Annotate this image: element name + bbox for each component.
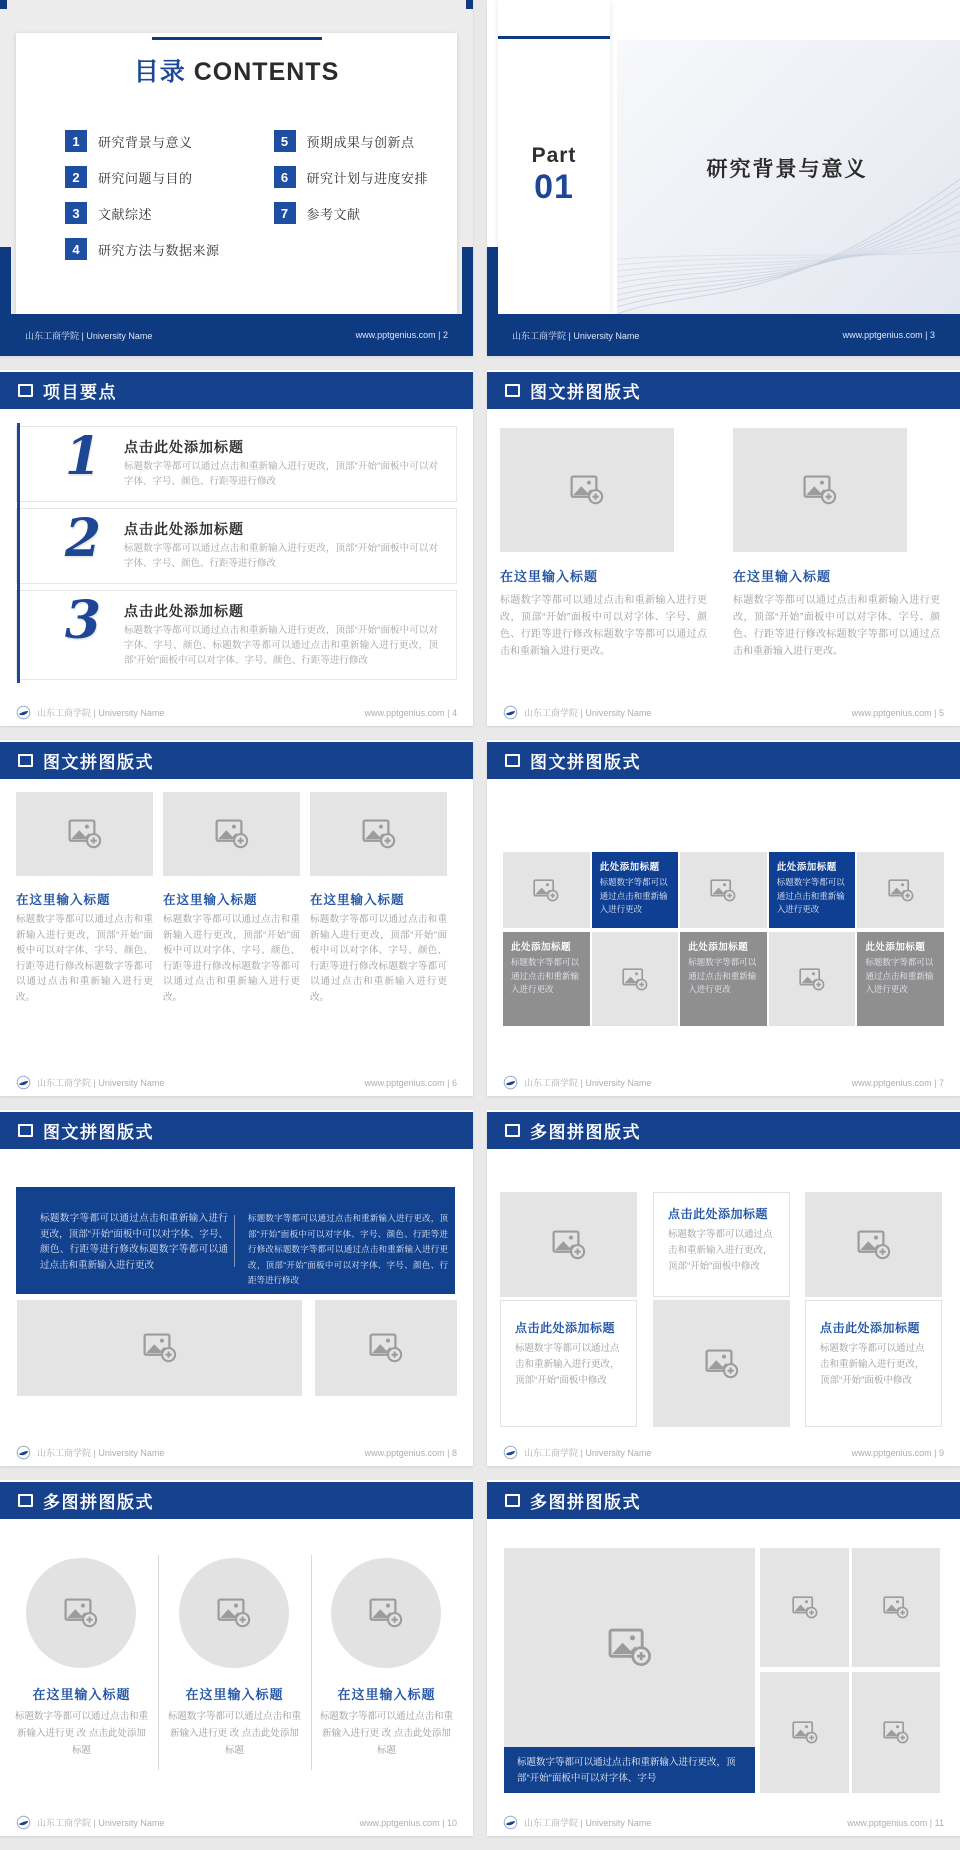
slide-keypoints bbox=[0, 370, 473, 726]
image-placeholder-icon bbox=[883, 1596, 909, 1619]
footer-university: 山东工商学院 | University Name bbox=[37, 1078, 165, 1088]
slide-header-bar bbox=[487, 742, 960, 779]
image-placeholder bbox=[17, 1300, 302, 1396]
text-panel bbox=[16, 1187, 455, 1294]
square-bullet-icon bbox=[505, 384, 520, 397]
image-caption: 标题数字等都可以通过点击和重新输入进行更改，顶部“开始”面板中可以对字体、字号 bbox=[504, 1747, 755, 1793]
keypoint-number: 2 bbox=[64, 508, 102, 569]
slide-header-title: 多图拼图版式 bbox=[43, 1493, 154, 1512]
footer-university: 山东工商学院 | University Name bbox=[524, 708, 652, 718]
slide-header-title: 图文拼图版式 bbox=[43, 753, 154, 772]
side-accent-bar bbox=[487, 247, 498, 314]
square-bullet-icon bbox=[18, 1494, 33, 1507]
image-placeholder bbox=[760, 1672, 849, 1793]
slide-part bbox=[487, 0, 960, 356]
toc-number-badge: 5 bbox=[274, 130, 296, 152]
card-body: 标题数字等都可以通过点击和重新输入进行更改，顶部“开始”面板中修改 bbox=[820, 1343, 925, 1386]
part-kicker: Part bbox=[531, 144, 577, 167]
part-number-strip bbox=[498, 0, 610, 314]
mosaic-text-box bbox=[592, 852, 679, 928]
toc-item: 5 预期成果与创新点 bbox=[274, 130, 429, 152]
footer-university: 山东工商学院 | University Name bbox=[37, 708, 165, 718]
slide-pic3col bbox=[0, 740, 473, 1096]
slide-header-title: 多图拼图版式 bbox=[530, 1493, 641, 1512]
image-placeholder-icon bbox=[705, 1349, 739, 1379]
image-placeholder bbox=[769, 932, 856, 1026]
slide-header-bar bbox=[487, 1112, 960, 1149]
column-body: 标题数字等都可以通过点击和重新输入进行更改，顶部“开始”面板中可以对字体、字号、颜色、行距等进行修改标题数字等都可以通过点击和重新输入进行更改。 bbox=[733, 595, 940, 657]
box-body: 标题数字等都可以通过点击和重新输入进行更改 bbox=[776, 877, 845, 914]
school-logo-icon bbox=[503, 705, 518, 720]
column-body: 标题数字等都可以通过点击和重新输入进行更 改 点击此处添加标题 bbox=[319, 1711, 453, 1756]
toc-number-badge: 3 bbox=[65, 202, 87, 224]
slide-header-bar bbox=[0, 1112, 473, 1149]
footer-site-page: www.pptgenius.com | 11 bbox=[847, 1817, 944, 1828]
image-placeholder bbox=[852, 1672, 940, 1793]
column-title: 在这里输入标题 bbox=[337, 1687, 436, 1702]
image-placeholder-circle bbox=[179, 1558, 289, 1668]
toc-item: 1 研究背景与意义 bbox=[65, 130, 220, 152]
slide-header-title: 图文拼图版式 bbox=[43, 1123, 154, 1142]
keypoint-item bbox=[16, 508, 457, 584]
image-placeholder bbox=[500, 1192, 637, 1297]
image-placeholder bbox=[733, 428, 907, 552]
toc-title-zh: 目录 bbox=[133, 58, 186, 86]
item-accent-line bbox=[17, 423, 20, 505]
item-accent-line bbox=[17, 587, 20, 683]
slide-pic2col bbox=[487, 370, 960, 726]
image-placeholder-icon bbox=[799, 968, 825, 991]
image-placeholder-icon bbox=[68, 819, 102, 849]
slide-toc bbox=[0, 0, 473, 356]
square-bullet-icon bbox=[505, 1124, 520, 1137]
keypoint-title: 点击此处添加标题 bbox=[124, 603, 244, 619]
image-placeholder bbox=[310, 792, 447, 876]
part-number: 01 bbox=[534, 168, 574, 206]
image-placeholder-icon bbox=[217, 1598, 251, 1628]
image-placeholder bbox=[500, 428, 674, 552]
image-placeholder-icon bbox=[570, 475, 604, 505]
toc-number-badge: 1 bbox=[65, 130, 87, 152]
footer-site-page: www.pptgenius.com | 6 bbox=[364, 1077, 457, 1088]
image-placeholder bbox=[857, 852, 944, 928]
column-body: 标题数字等都可以通过点击和重新输入进行更改，顶部“开始”面板中可以对字体、字号、颜色、行距等进行修改标题数字等都可以通过点击和重新输入进行更改。 bbox=[500, 595, 707, 657]
image-placeholder bbox=[805, 1192, 942, 1297]
school-logo-icon bbox=[503, 1075, 518, 1090]
image-placeholder-icon bbox=[369, 1598, 403, 1628]
box-body: 标题数字等都可以通过点击和重新输入进行更改 bbox=[688, 957, 757, 994]
slide-header-bar bbox=[487, 1482, 960, 1519]
mosaic-text-box bbox=[769, 852, 856, 928]
box-body: 标题数字等都可以通过点击和重新输入进行更改 bbox=[511, 957, 580, 994]
box-title: 此处添加标题 bbox=[599, 862, 660, 873]
footer-site-page: www.pptgenius.com | 5 bbox=[851, 707, 944, 718]
strip-accent-line bbox=[498, 36, 610, 39]
slide-footer bbox=[16, 704, 457, 721]
image-placeholder-icon bbox=[803, 475, 837, 505]
image-placeholder-icon bbox=[369, 1333, 403, 1363]
box-title: 此处添加标题 bbox=[776, 862, 837, 873]
card-body: 标题数字等都可以通过点击和重新输入进行更改，顶部“开始”面板中修改 bbox=[668, 1229, 773, 1272]
footer-university: 山东工商学院 | University Name bbox=[524, 1078, 652, 1088]
slide-header-bar bbox=[0, 742, 473, 779]
mosaic-row bbox=[503, 852, 944, 928]
box-title: 此处添加标题 bbox=[511, 942, 572, 953]
title-accent-line bbox=[152, 37, 322, 40]
side-accent-bar bbox=[0, 247, 11, 314]
square-bullet-icon bbox=[18, 754, 33, 767]
keypoint-title: 点击此处添加标题 bbox=[124, 521, 244, 537]
box-body: 标题数字等都可以通过点击和重新输入进行更改 bbox=[865, 957, 934, 994]
image-placeholder-icon bbox=[883, 1721, 909, 1744]
card-title: 点击此处添加标题 bbox=[515, 1321, 616, 1335]
toc-number-badge: 4 bbox=[65, 238, 87, 260]
column-title: 在这里输入标题 bbox=[32, 1687, 131, 1702]
toc-number-badge: 2 bbox=[65, 166, 87, 188]
slide-circles bbox=[0, 1480, 473, 1836]
panel-text-right: 标题数字等都可以通过点击和重新输入进行更改，顶部“开始”面板中可以对字体、字号、颜色、行距等进行修改标题数字等都可以通过点击和重新输入进行更改，顶部“开始”面板中可以对字体、字号、颜色、行距等进行修改 bbox=[248, 1213, 448, 1285]
wave-decoration bbox=[617, 179, 960, 314]
toc-number-badge: 6 bbox=[274, 166, 296, 188]
square-bullet-icon bbox=[505, 754, 520, 767]
slide-biggrid bbox=[487, 1480, 960, 1836]
card-title: 点击此处添加标题 bbox=[820, 1321, 921, 1335]
corner-accent bbox=[0, 0, 7, 9]
image-placeholder-icon bbox=[533, 879, 559, 902]
card-title: 点击此处添加标题 bbox=[668, 1207, 769, 1221]
footer-university: 山东工商学院 | University Name bbox=[524, 1818, 652, 1828]
column-title: 在这里输入标题 bbox=[500, 569, 599, 584]
slide-header-title: 图文拼图版式 bbox=[530, 383, 641, 402]
slide-header-title: 多图拼图版式 bbox=[530, 1123, 641, 1142]
image-placeholder-icon bbox=[64, 1598, 98, 1628]
image-placeholder bbox=[653, 1300, 790, 1427]
card-body: 标题数字等都可以通过点击和重新输入进行更改，顶部“开始”面板中修改 bbox=[515, 1343, 620, 1386]
slide-header-title: 项目要点 bbox=[43, 383, 117, 402]
image-placeholder-icon bbox=[215, 819, 249, 849]
text-card bbox=[500, 1300, 637, 1427]
slide-footer bbox=[503, 1444, 944, 1461]
image-placeholder-circle bbox=[26, 1558, 136, 1668]
column-body: 标题数字等都可以通过点击和重新输入进行更 改 点击此处添加标题 bbox=[167, 1711, 301, 1756]
slide-bluepanel bbox=[0, 1110, 473, 1466]
image-placeholder-icon bbox=[857, 1230, 891, 1260]
school-logo-icon bbox=[16, 1815, 31, 1830]
column-title: 在这里输入标题 bbox=[733, 569, 832, 584]
page-title bbox=[16, 52, 457, 88]
keypoint-number: 3 bbox=[64, 590, 102, 651]
image-placeholder-circle bbox=[331, 1558, 441, 1668]
section-title-panel bbox=[617, 40, 960, 314]
column-divider bbox=[311, 1555, 312, 1770]
school-logo-icon bbox=[503, 1815, 518, 1830]
toc-item: 6 研究计划与进度安排 bbox=[274, 166, 429, 188]
toc-item: 3 文献综述 bbox=[65, 202, 220, 224]
column-title: 在这里输入标题 bbox=[310, 893, 405, 907]
mosaic-text-box bbox=[503, 932, 590, 1026]
mosaic-row bbox=[503, 932, 944, 1026]
box-body: 标题数字等都可以通过点击和重新输入进行更改 bbox=[599, 877, 668, 914]
image-placeholder bbox=[852, 1548, 940, 1667]
panel-text-left: 标题数字等都可以通过点击和重新输入进行更改，顶部“开始”面板中可以对字体、字号、颜色、行距等进行修改标题数字等都可以通过点击和重新输入进行更改 bbox=[40, 1213, 228, 1271]
toc-title-en: CONTENTS bbox=[193, 58, 340, 86]
school-logo-icon bbox=[16, 1445, 31, 1460]
text-card bbox=[805, 1300, 942, 1427]
slide-footer bbox=[487, 314, 960, 356]
column-title: 在这里输入标题 bbox=[16, 893, 111, 907]
image-placeholder-icon bbox=[362, 819, 396, 849]
slide-footer bbox=[503, 704, 944, 721]
slide-checkerboard bbox=[487, 1110, 960, 1466]
footer-university: 山东工商学院 | University Name bbox=[512, 330, 640, 341]
image-placeholder-icon bbox=[792, 1721, 818, 1744]
keypoint-body: 标题数字等都可以通过点击和重新输入进行更改，顶部“开始”面板中可以对字体、字号、颜色、行距等进行修改 bbox=[124, 543, 438, 569]
column-title: 在这里输入标题 bbox=[163, 893, 258, 907]
square-bullet-icon bbox=[18, 1124, 33, 1137]
column-divider bbox=[158, 1555, 159, 1770]
image-placeholder bbox=[315, 1300, 457, 1396]
footer-site-page: www.pptgenius.com | 10 bbox=[359, 1817, 457, 1828]
keypoint-title: 点击此处添加标题 bbox=[124, 439, 244, 455]
side-accent-bar bbox=[462, 247, 473, 314]
image-placeholder-icon bbox=[552, 1230, 586, 1260]
footer-university: 山东工商学院 | University Name bbox=[524, 1448, 652, 1458]
panel-divider bbox=[234, 1215, 235, 1267]
image-placeholder-icon bbox=[710, 879, 736, 902]
slide-header-title: 图文拼图版式 bbox=[530, 753, 641, 772]
toc-number-badge: 7 bbox=[274, 202, 296, 224]
image-placeholder-icon bbox=[143, 1333, 177, 1363]
footer-site-page: www.pptgenius.com | 2 bbox=[355, 330, 448, 340]
footer-site-page: www.pptgenius.com | 9 bbox=[851, 1447, 944, 1458]
image-placeholder bbox=[163, 792, 300, 876]
image-placeholder-icon bbox=[608, 1628, 652, 1667]
column-body: 标题数字等都可以通过点击和重新输入进行更改，顶部“开始”面板中可以对字体、字号、颜色、行距等进行修改标题数字等都可以通过点击和重新输入进行更改。 bbox=[16, 914, 153, 1003]
toc-item: 2 研究问题与目的 bbox=[65, 166, 220, 188]
footer-university: 山东工商学院 | University Name bbox=[37, 1448, 165, 1458]
keypoint-body: 标题数字等都可以通过点击和重新输入进行更改，顶部“开始”面板中可以对字体、字号、颜色、行距等进行修改 bbox=[124, 461, 438, 487]
keypoint-body: 标题数字等都可以通过点击和重新输入进行更改，顶部“开始”面板中可以对字体、字号、颜色、标题数字等都可以通过点击和重新输入进行更改，顶部“开始”面板中可以对字体、字号、颜色、行距等进行修改 bbox=[124, 625, 438, 666]
item-accent-line bbox=[17, 505, 20, 587]
footer-university: 山东工商学院 | University Name bbox=[37, 1818, 165, 1828]
footer-site-page: www.pptgenius.com | 4 bbox=[364, 707, 457, 718]
corner-accent bbox=[466, 0, 473, 9]
image-placeholder bbox=[504, 1548, 755, 1747]
image-placeholder bbox=[503, 852, 590, 928]
box-title: 此处添加标题 bbox=[865, 942, 926, 953]
slide-footer bbox=[503, 1074, 944, 1091]
mosaic-text-box bbox=[680, 932, 767, 1026]
image-placeholder bbox=[592, 932, 679, 1026]
keypoint-number: 1 bbox=[64, 426, 102, 487]
text-card bbox=[653, 1192, 790, 1297]
image-placeholder bbox=[16, 792, 153, 876]
footer-site-page: www.pptgenius.com | 8 bbox=[364, 1447, 457, 1458]
footer-university: 山东工商学院 | University Name bbox=[25, 330, 153, 341]
column-title: 在这里输入标题 bbox=[185, 1687, 284, 1702]
toc-card bbox=[16, 33, 457, 314]
footer-site-page: www.pptgenius.com | 7 bbox=[851, 1077, 944, 1088]
mosaic-text-box bbox=[857, 932, 944, 1026]
image-placeholder-icon bbox=[792, 1596, 818, 1619]
section-title: 研究背景与意义 bbox=[706, 158, 868, 181]
slide-footer bbox=[16, 1814, 457, 1831]
square-bullet-icon bbox=[505, 1494, 520, 1507]
toc-item: 7 参考文献 bbox=[274, 202, 429, 224]
image-placeholder-icon bbox=[622, 968, 648, 991]
column-body: 标题数字等都可以通过点击和重新输入进行更改，顶部“开始”面板中可以对字体、字号、颜色、行距等进行修改标题数字等都可以通过点击和重新输入进行更改。 bbox=[310, 914, 447, 1003]
toc-item: 4 研究方法与数据来源 bbox=[65, 238, 220, 260]
image-placeholder bbox=[680, 852, 767, 928]
column-body: 标题数字等都可以通过点击和重新输入进行更 改 点击此处添加标题 bbox=[14, 1711, 148, 1756]
toc-list bbox=[65, 130, 428, 260]
school-logo-icon bbox=[16, 705, 31, 720]
school-logo-icon bbox=[16, 1075, 31, 1090]
image-placeholder bbox=[760, 1548, 849, 1667]
column-body: 标题数字等都可以通过点击和重新输入进行更改，顶部“开始”面板中可以对字体、字号、颜色、行距等进行修改标题数字等都可以通过点击和重新输入进行更改。 bbox=[163, 914, 300, 1003]
keypoint-item bbox=[16, 590, 457, 680]
school-logo-icon bbox=[503, 1445, 518, 1460]
slide-footer bbox=[503, 1814, 944, 1831]
slide-footer bbox=[0, 314, 473, 356]
image-placeholder-icon bbox=[888, 879, 914, 902]
slide-header-bar bbox=[0, 372, 473, 409]
footer-site-page: www.pptgenius.com | 3 bbox=[842, 330, 935, 340]
square-bullet-icon bbox=[18, 384, 33, 397]
slide-mosaic bbox=[487, 740, 960, 1096]
slide-header-bar bbox=[0, 1482, 473, 1519]
slide-footer bbox=[16, 1074, 457, 1091]
slide-footer bbox=[16, 1444, 457, 1461]
slide-header-bar bbox=[487, 372, 960, 409]
box-title: 此处添加标题 bbox=[688, 942, 749, 953]
keypoint-item bbox=[16, 426, 457, 502]
